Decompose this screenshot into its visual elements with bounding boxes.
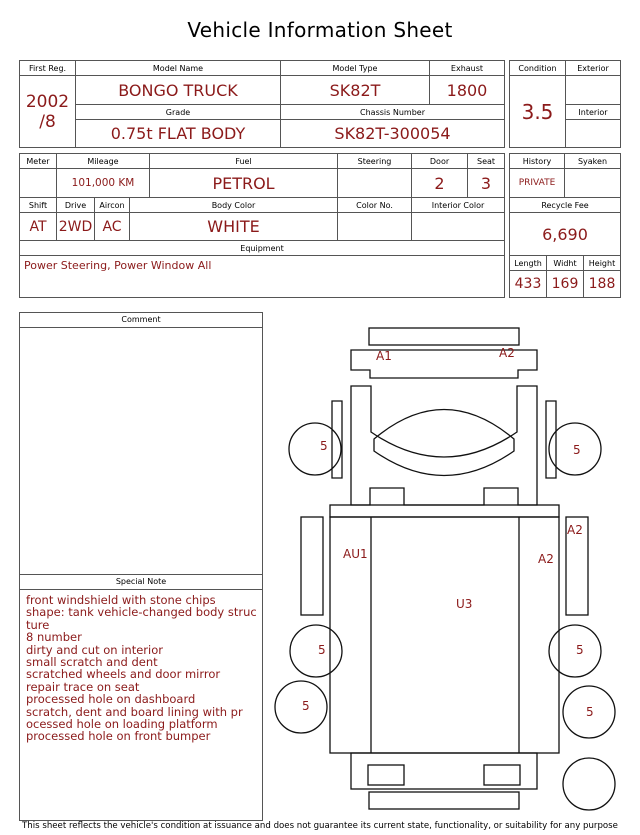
history-table	[509, 153, 621, 298]
first-reg-value	[20, 76, 76, 148]
wheel-rear-right-inner	[549, 625, 601, 677]
width-label: Widht	[547, 256, 584, 271]
color-no-label: Color No.	[338, 198, 412, 213]
shift-value: AT	[20, 213, 57, 241]
steering-label: Steering	[338, 154, 412, 169]
interior-label: Interior	[566, 105, 621, 120]
condition-value: 3.5	[510, 76, 566, 148]
code-wheel-rear-right-outer: 5	[586, 705, 594, 719]
recycle-fee-label: Recycle Fee	[510, 198, 621, 213]
color-no-value	[338, 213, 412, 241]
rear-light-left	[368, 765, 404, 785]
condition-table	[509, 60, 621, 148]
spare-wheel	[563, 758, 615, 810]
syaken-value	[565, 169, 621, 198]
door-label: Door	[412, 154, 468, 169]
first-reg-label: First Reg.	[20, 61, 76, 76]
front-bumper	[369, 328, 519, 345]
comment-label: Comment	[20, 313, 262, 328]
mileage-label: Mileage	[57, 154, 150, 169]
seat-value: 3	[468, 169, 505, 198]
vehicle-diagram	[270, 320, 630, 815]
code-wheel-rear-left-inner: 5	[318, 643, 326, 657]
model-table	[19, 60, 505, 148]
windshield	[374, 410, 514, 476]
rear-gate	[351, 753, 537, 789]
drive-label: Drive	[57, 198, 95, 213]
meter-value	[20, 169, 57, 198]
steering-value	[338, 169, 412, 198]
code-right-side: A2	[538, 552, 554, 566]
interior-color-label: Interior Color	[412, 198, 505, 213]
meter-label: Meter	[20, 154, 57, 169]
length-label: Length	[510, 256, 547, 271]
rear-bumper	[369, 792, 519, 809]
mileage-value: 101,000 KM	[57, 169, 150, 198]
history-value: PRIVATE	[510, 169, 565, 198]
code-wheel-rear-left-outer: 5	[302, 699, 310, 713]
history-label: History	[510, 154, 565, 169]
syaken-label: Syaken	[565, 154, 621, 169]
door-value: 2	[412, 169, 468, 198]
code-right-door: A2	[567, 523, 583, 537]
exhaust-label: Exhaust	[430, 61, 505, 76]
height-value: 188	[584, 271, 621, 298]
condition-label: Condition	[510, 61, 566, 76]
wheel-front-left	[289, 423, 341, 475]
model-type-label: Model Type	[281, 61, 430, 76]
shift-label: Shift	[20, 198, 57, 213]
code-left-side: AU1	[343, 547, 368, 561]
aircon-label: Aircon	[95, 198, 130, 213]
code-front-right: A2	[499, 346, 515, 360]
grade-value: 0.75t FLAT BODY	[76, 120, 281, 148]
exterior-label: Exterior	[566, 61, 621, 76]
comment-body	[20, 328, 262, 574]
disclaimer-footer: This sheet reflects the vehicle's condition at issuance and does not guarantee its current state, functionality, or suitability for any purpose	[22, 821, 618, 831]
aircon-value: AC	[95, 213, 130, 241]
model-name-value: BONGO TRUCK	[76, 76, 281, 105]
height-label: Height	[584, 256, 621, 271]
interior-value	[566, 120, 621, 148]
wheel-rear-left-outer	[275, 681, 327, 733]
page-title: Vehicle Information Sheet	[187, 18, 453, 42]
equipment-value: Power Steering, Power Window All	[20, 256, 505, 298]
first-reg-month: /8	[39, 111, 56, 132]
comment-panel	[19, 312, 263, 821]
body-color-value: WHITE	[130, 213, 338, 241]
code-wheel-rear-right-inner: 5	[576, 643, 584, 657]
left-side-panel	[301, 517, 323, 615]
fuel-value: PETROL	[150, 169, 338, 198]
code-front-left: A1	[376, 349, 392, 363]
cab-body	[351, 386, 537, 505]
cargo-bed	[330, 505, 559, 517]
recycle-fee-value: 6,690	[510, 213, 621, 256]
special-note-body: front windshield with stone chips shape: tank vehicle-changed body struc ture 8 number dirty and cut on interior small scratch and dent scratched wheels and door mirror repair trace on seat processed hole on dashboard scratch, dent and board lining with pr ocessed hole on loading platform processed hole on front bumper	[26, 593, 257, 744]
grade-label: Grade	[76, 105, 281, 120]
code-wheel-front-right: 5	[573, 443, 581, 457]
first-reg-year: 2002	[25, 91, 70, 112]
rear-light-right	[484, 765, 520, 785]
model-name-label: Model Name	[76, 61, 281, 76]
width-value: 169	[547, 271, 584, 298]
interior-color-value	[412, 213, 505, 241]
model-type-value: SK82T	[281, 76, 430, 105]
code-cargo-bed: U3	[456, 597, 473, 611]
code-wheel-front-left: 5	[320, 439, 328, 453]
drive-value: 2WD	[57, 213, 95, 241]
fuel-label: Fuel	[150, 154, 338, 169]
seat-label: Seat	[468, 154, 505, 169]
spec-table	[19, 153, 505, 298]
length-value: 433	[510, 271, 547, 298]
wheel-rear-left-inner	[290, 625, 342, 677]
exterior-value	[566, 76, 621, 105]
chassis-number-value: SK82T-300054	[281, 120, 505, 148]
special-note-label: Special Note	[20, 574, 262, 590]
equipment-label: Equipment	[20, 241, 505, 256]
chassis-number-label: Chassis Number	[281, 105, 505, 120]
exhaust-value: 1800	[430, 76, 505, 105]
body-color-label: Body Color	[130, 198, 338, 213]
